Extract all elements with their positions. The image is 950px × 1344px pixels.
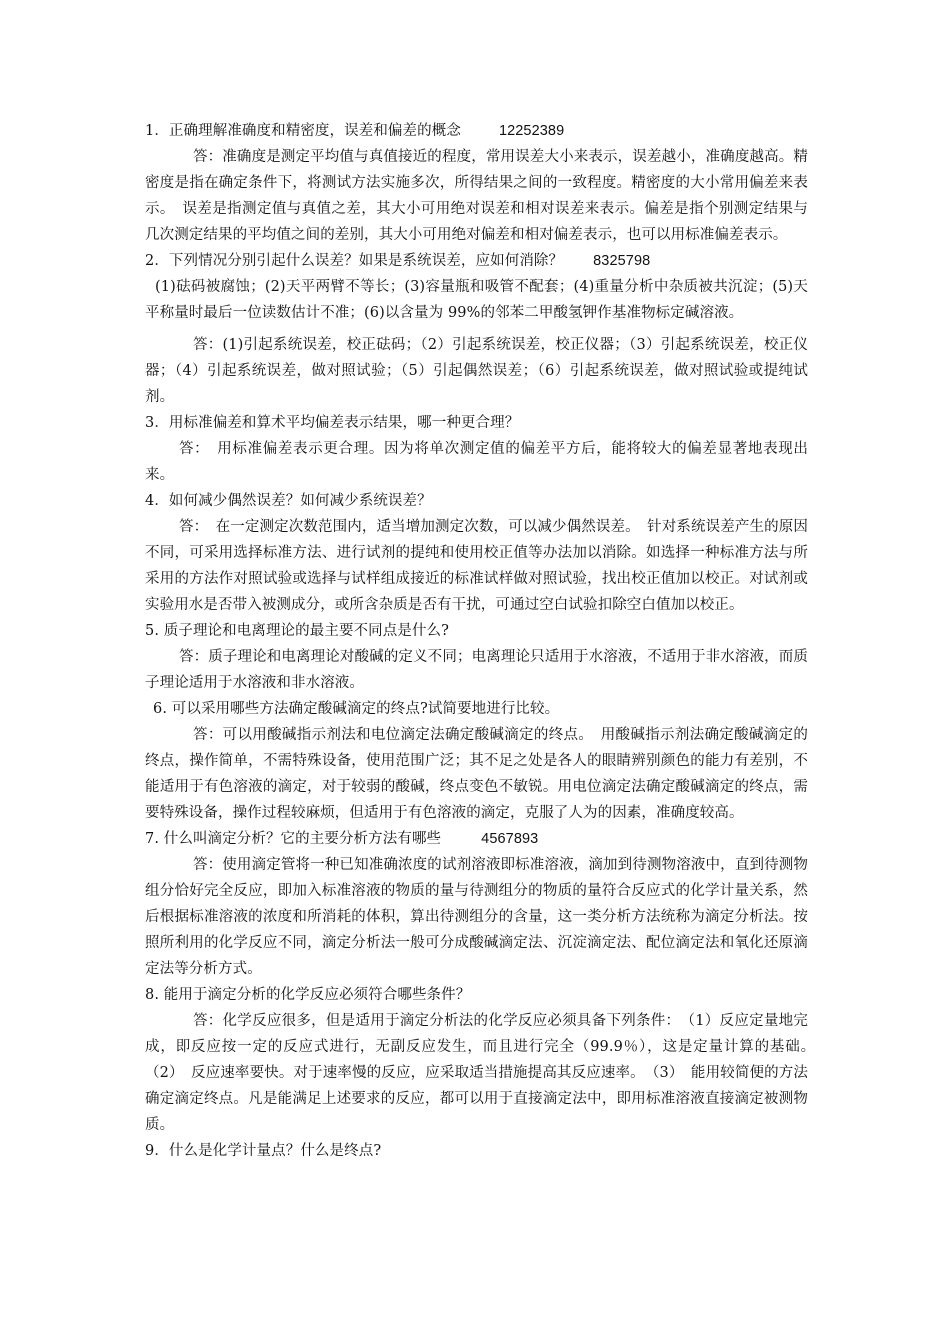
question-8 bbox=[145, 982, 808, 1008]
question-text: 5. 质子理论和电离理论的最主要不同点是什么? bbox=[145, 623, 450, 639]
question-text: 9．什么是化学计量点？什么是终点? bbox=[145, 1143, 382, 1159]
question-3 bbox=[145, 410, 808, 436]
question-5 bbox=[145, 618, 808, 644]
question-code: 12252389 bbox=[498, 123, 565, 139]
answer-2: 答：(1)引起系统误差，校正砝码；（2）引起系统误差，校正仪器；（3）引起系统误差，校正仪器；（4）引起系统误差，做对照试验；（5）引起偶然误差；（6）引起系统误差，做对照试验或提纯试剂。 bbox=[145, 337, 808, 405]
answer-5: 答：质子理论和电离理论对酸碱的定义不同；电离理论只适用于水溶液，不适用于非水溶液，而质子理论适用于水溶液和非水溶液。 bbox=[145, 649, 808, 691]
question-2-sub: (1)砝码被腐蚀；(2)天平两臂不等长；(3)容量瓶和吸管不配套；(4)重量分析中杂质被共沉淀；(5)天平称量时最后一位读数估计不准；(6)以含量为 99%的邻苯二甲酸氢钾作基准物标定碱溶液。 bbox=[145, 279, 808, 321]
question-2 bbox=[145, 248, 808, 274]
question-text: 6. 可以采用哪些方法确定酸碱滴定的终点?试简要地进行比较。 bbox=[153, 701, 560, 717]
question-text: 7. 什么叫滴定分析？它的主要分析方法有哪些 bbox=[145, 831, 442, 847]
question-code: 8325798 bbox=[593, 253, 651, 269]
question-1 bbox=[145, 118, 808, 144]
question-text: 2．下列情况分别引起什么误差？如果是系统误差，应如何消除？ bbox=[145, 253, 564, 269]
answer-8: 答：化学反应很多，但是适用于滴定分析法的化学反应必须具备下列条件： （1）反应定量地完成，即反应按一定的反应式进行，无副反应发生，而且进行完全（99.9％），这是定量计算的基础。 （2） 反应速率要快。对于速率慢的反应，应采取适当措施提高其反应速率。 （3） 能用较简便的方法确定滴定终点。凡是能满足上述要求的反应，都可以用于直接滴定法中，即用标准溶液直接滴定被测物质。 bbox=[145, 1013, 823, 1133]
answer-4: 答： 在一定测定次数范围内，适当增加测定次数，可以减少偶然误差。 针对系统误差产生的原因不同，可采用选择标准方法、进行试剂的提纯和使用校正值等办法加以消除。如选择一种标准方法与所采用的方法作对照试验或选择与试样组成接近的标准试样做对照试验，找出校正值加以校正。对试剂或实验用水是否带入被测成分，或所含杂质是否有干扰，可通过空白试验扣除空白值加以校正。 bbox=[145, 519, 808, 613]
answer-3: 答： 用标准偏差表示更合理。因为将单次测定值的偏差平方后，能将较大的偏差显著地表现出来。 bbox=[145, 441, 808, 483]
document-body bbox=[145, 118, 823, 1164]
question-9 bbox=[145, 1138, 808, 1164]
question-text: 3．用标准偏差和算术平均偏差表示结果，哪一种更合理？ bbox=[145, 415, 520, 431]
question-text: 4．如何减少偶然误差？如何减少系统误差？ bbox=[145, 493, 432, 509]
question-text: 1．正确理解准确度和精密度，误差和偏差的概念 bbox=[145, 123, 461, 139]
question-4 bbox=[145, 488, 808, 514]
question-6 bbox=[145, 696, 808, 722]
answer-7: 答：使用滴定管将一种已知准确浓度的试剂溶液即标准溶液，滴加到待测物溶液中，直到待测物组分恰好完全反应，即加入标准溶液的物质的量与待测组分的物质的量符合反应式的化学计量关系，然后根据标准溶液的浓度和所消耗的体积，算出待测组分的含量，这一类分析方法统称为滴定分析法。按照所利用的化学反应不同，滴定分析法一般可分成酸碱滴定法、沉淀滴定法、配位滴定法和氧化还原滴定法等分析方式。 bbox=[145, 857, 808, 977]
answer-1: 答：准确度是测定平均值与真值接近的程度，常用误差大小来表示，误差越小，准确度越高。精密度是指在确定条件下，将测试方法实施多次，所得结果之间的一致程度。精密度的大小常用偏差来表示。 误差是指测定值与真值之差，其大小可用绝对误差和相对误差来表示。偏差是指个别测定结果与几次测定结果的平均值之间的差别，其大小可用绝对偏差和相对偏差表示，也可以用标准偏差表示。 bbox=[145, 149, 808, 243]
question-code: 4567893 bbox=[481, 831, 539, 847]
question-7 bbox=[145, 826, 808, 852]
answer-6: 答：可以用酸碱指示剂法和电位滴定法确定酸碱滴定的终点。 用酸碱指示剂法确定酸碱滴定的终点，操作简单，不需特殊设备，使用范围广泛；其不足之处是各人的眼睛辨别颜色的能力有差别，不能适用于有色溶液的滴定，对于较弱的酸碱，终点变色不敏锐。用电位滴定法确定酸碱滴定的终点，需要特殊设备，操作过程较麻烦，但适用于有色溶液的滴定，克服了人为的因素，准确度较高。 bbox=[145, 727, 808, 821]
question-text: 8. 能用于滴定分析的化学反应必须符合哪些条件？ bbox=[145, 987, 471, 1003]
